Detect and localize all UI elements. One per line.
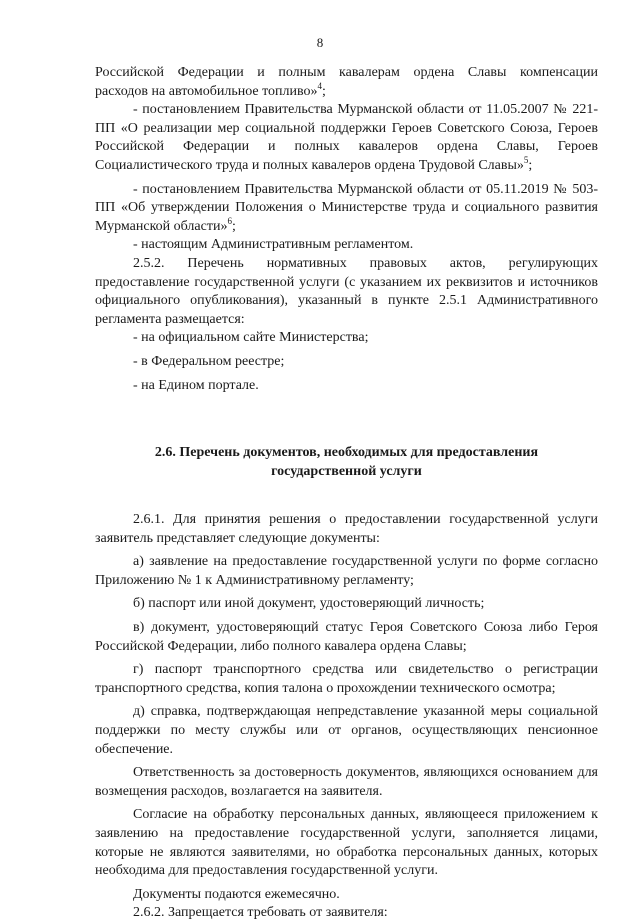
list-item-federal-registry: - в Федеральном реестре; bbox=[133, 353, 285, 369]
paragraph-continuation-line1 bbox=[95, 64, 598, 83]
list-item-b: б) паспорт или иной документ, удостоверяющий личность; bbox=[133, 596, 485, 612]
list-item-a: а) заявление на предоставление государственной услуги по форме согласно Приложению № 1 к Административному регламенту; bbox=[95, 554, 598, 588]
list-item-unified-portal: - на Едином портале. bbox=[133, 377, 259, 393]
footnote-ref: 4 bbox=[317, 80, 323, 91]
text: - постановлением Правительства Мурманской области от 05.11.2019 № 503-ПП «Об утверждении Положения о Министерстве труда и социального развития Мурманской области» bbox=[95, 181, 598, 234]
paragraph-continuation-line2 bbox=[95, 80, 598, 102]
footnote-ref: 6 bbox=[227, 215, 232, 226]
paragraph-2-5-2: 2.5.2. Перечень нормативных правовых актов, регулирующих предоставление государственной услуги (с указанием их реквизитов и источников официального опубликования), указанный в пункте 2.5.1 Административного регламента размещается: bbox=[95, 255, 598, 327]
list-item-d: д) справка, подтверждающая непредставление указанной меры социальной поддержки по месту службы или от органов, осуществляющих пенсионное обеспечение. bbox=[95, 704, 598, 757]
paragraph-decree-2007 bbox=[95, 101, 598, 175]
section-heading: 2.6. Перечень документов, необходимых для предоставления государственной услуги bbox=[154, 445, 539, 480]
list-item-g: г) паспорт транспортного средства или свидетельство о регистрации транспортного средства, копия талона о прохождении технического осмотра; bbox=[95, 662, 598, 696]
paragraph-2-6-2: 2.6.2. Запрещается требовать от заявителя: bbox=[133, 905, 388, 921]
text: Российской Федерации и полным кавалерам ордена Славы компенсации bbox=[95, 65, 598, 80]
paragraph-responsibility: Ответственность за достоверность документов, являющихся основанием для возмещения расходов, возлагается на заявителя. bbox=[95, 765, 598, 799]
text: ; bbox=[528, 157, 533, 173]
footnote-ref: 5 bbox=[523, 154, 529, 165]
text: - постановлением Правительства Мурманской области от 11.05.2007 № 221-ПП «О реализации мер социальной поддержки Героев Советского Союза, Героев Российской Федерации и полных кавалеров ордена Славы, Героев Социалистического труда и полных кавалеров ордена Трудовой Славы» bbox=[95, 102, 598, 173]
page-number: 8 bbox=[316, 35, 324, 50]
text: ; bbox=[231, 218, 236, 234]
paragraph-decree-2019 bbox=[95, 181, 598, 237]
paragraph-monthly: Документы подаются ежемесячно. bbox=[133, 886, 340, 902]
paragraph-2-6-1: 2.6.1. Для принятия решения о предоставлении государственной услуги заявитель представляет следующие документы: bbox=[95, 512, 598, 546]
list-item-ministry-site: - на официальном сайте Министерства; bbox=[133, 330, 369, 346]
paragraph-this-regulation: - настоящим Административным регламентом. bbox=[133, 237, 414, 253]
document-content bbox=[95, 64, 598, 923]
paragraph-consent: Согласие на обработку персональных данных, являющееся приложением к заявлению на предоставление государственной услуги, заполняется лицами, которые не являются заявителями, но обработка персональных данных, которых необходима для предоставления государственной услуги. bbox=[95, 807, 598, 879]
text: ; bbox=[322, 83, 326, 99]
text: расходов на автомобильное топливо» bbox=[95, 83, 318, 99]
list-item-v: в) документ, удостоверяющий статус Героя Советского Союза либо Героя Российской Федерации, либо полного кавалера ордена Славы; bbox=[95, 620, 598, 654]
